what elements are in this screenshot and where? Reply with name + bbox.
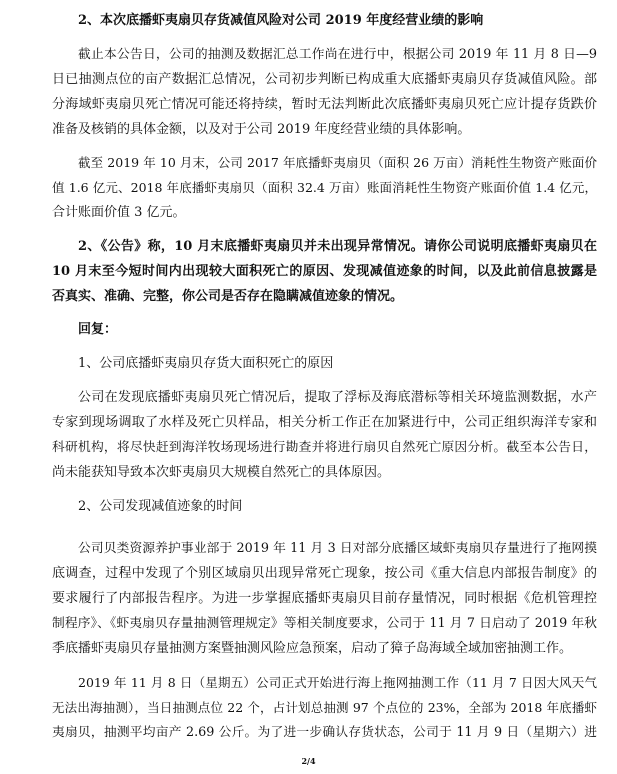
- body-text-line: 公司在发现底播虾夷扇贝死亡情况后，提取了浮标及海底潜标等相关环境监测数据，水产: [78, 390, 597, 405]
- body-text-line: 公司贝类资源养护事业部于 2019 年 11 月 3 日对部分底播区域虾夷扇贝存量进行了拖网摸: [78, 541, 597, 556]
- body-text-line: 制程序》、《虾夷扇贝存量抽测管理规定》等相关制度要求，公司于 11 月 7 日启动了 2019 年秋: [52, 616, 597, 631]
- heading-line: 10 月末至今短时间内出现较大面积死亡的原因、发现减值迹象的时间，以及此前信息披露是: [52, 264, 597, 279]
- body-text-line: 值 1.6 亿元、2018 年底播虾夷扇贝（面积 32.4 万亩）账面消耗性生物资产账面价值 1.4 亿元，: [52, 180, 597, 195]
- heading-line: 否真实、准确、完整，你公司是否存在隐瞒减值迹象的情况。: [52, 289, 404, 304]
- heading-line: 回复：: [78, 322, 118, 337]
- body-text-line: 要求履行了内部报告程序。为进一步掌握底播虾夷扇贝目前存量情况，同时根据《危机管理控: [52, 591, 597, 606]
- body-text-line: 1、公司底播虾夷扇贝存货大面积死亡的原因: [78, 356, 334, 371]
- body-text-line: 准备及核销的具体金额，以及对于公司 2019 年度经营业绩的具体影响。: [52, 122, 471, 137]
- body-text-line: 尚未能获知导致本次虾夷扇贝大规模自然死亡的具体原因。: [52, 465, 391, 480]
- body-text-line: 2019 年 11 月 8 日（星期五）公司正式开始进行海上拖网抽测工作（11 月 7 日因大风天气: [78, 675, 597, 690]
- body-text-line: 专家到现场调取了水样及死亡贝样品，相关分析工作正在加紧进行中，公司正组织海洋专家和: [52, 415, 597, 430]
- body-text-line: 分海域虾夷扇贝死亡情况可能还将持续，暂时无法判断此次底播虾夷扇贝死亡应计提存货跌价: [52, 97, 597, 112]
- page-number: 2/4: [301, 756, 316, 766]
- body-text-line: 合计账面价值 3 亿元。: [52, 205, 186, 220]
- body-text-line: 季底播虾夷扇贝存量抽测方案暨抽测风险应急预案，启动了獐子岛海域全域加密抽测工作。: [52, 641, 573, 656]
- body-text-line: 截至 2019 年 10 月末，公司 2017 年底播虾夷扇贝（面积 26 万亩）消耗性生物资产账面价: [78, 155, 597, 170]
- body-text-line: 日已抽测点位的亩产数据汇总情况，公司初步判断已构成重大底播虾夷扇贝存货减值风险。部: [52, 72, 597, 87]
- heading-line: 2、《公告》称，10 月末底播虾夷扇贝并未出现异常情况。请你公司说明底播虾夷扇贝在: [78, 239, 597, 254]
- body-text-line: 2、公司发现减值迹象的时间: [78, 499, 243, 514]
- heading-line: 2、本次底播虾夷扇贝存货减值风险对公司 2019 年度经营业绩的影响: [78, 13, 484, 28]
- body-text-line: 科研机构，将尽快赶到海洋牧场现场进行勘查并将进行扇贝自然死亡原因分析。截至本公告日，: [52, 440, 597, 455]
- body-text-line: 截止本公告日，公司的抽测及数据汇总工作尚在进行中，根据公司 2019 年 11 月 8 日—9: [78, 47, 597, 62]
- body-text-line: 底调查，过程中发现了个别区域扇贝出现异常死亡现象，按公司《重大信息内部报告制度》的: [52, 566, 597, 581]
- body-text-line: 无法出海抽测），当日抽测点位 22 个，占计划总抽测 97 个点位的 23%，全部为 2018 年底播虾: [52, 700, 597, 715]
- body-text-line: 夷扇贝，抽测平均亩产 2.69 公斤。为了进一步确认存货状态，公司于 11 月 9 日（星期六）进: [52, 725, 597, 740]
